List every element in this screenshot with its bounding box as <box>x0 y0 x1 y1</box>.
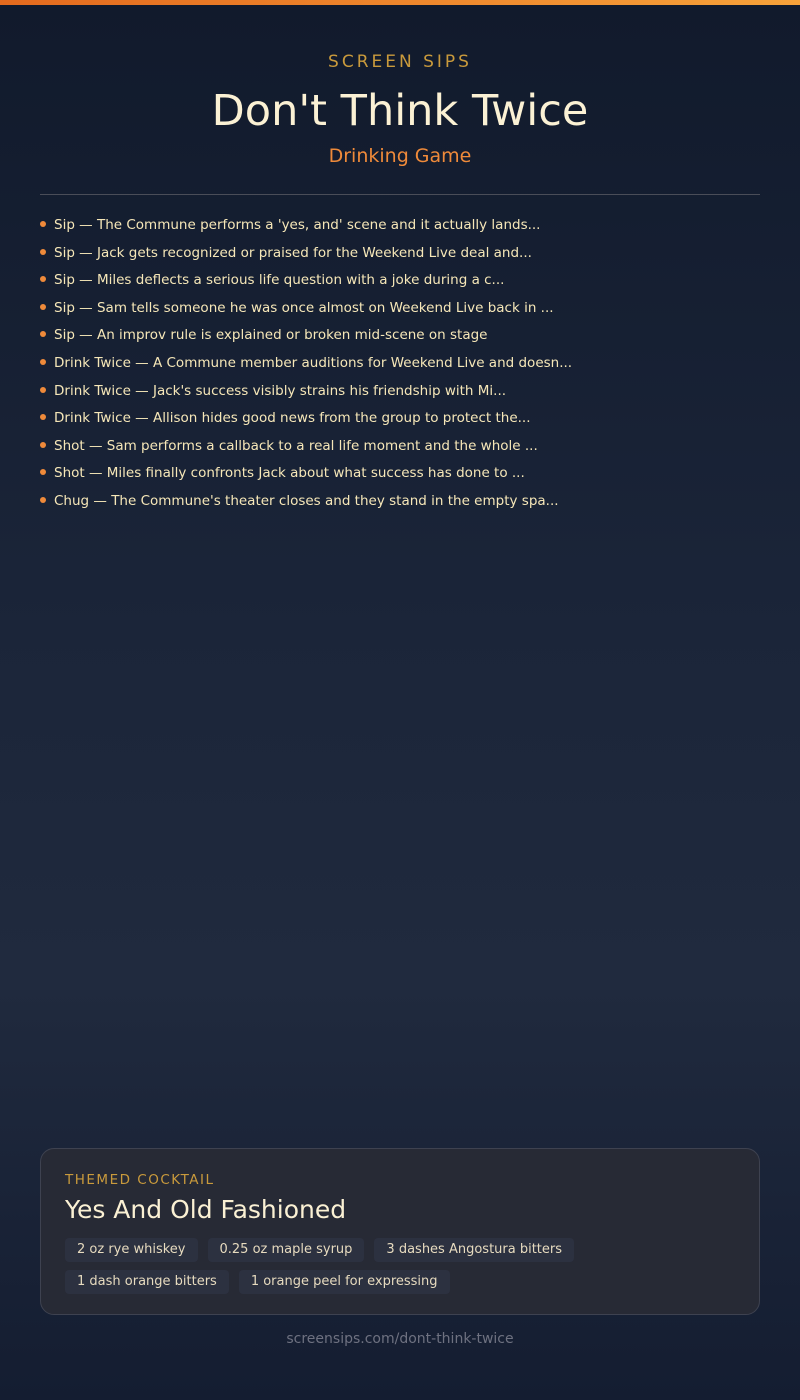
ingredient-chip: 1 orange peel for expressing <box>239 1270 450 1294</box>
footer-url: screensips.com/dont-think-twice <box>286 1331 514 1347</box>
rule-item <box>40 436 760 464</box>
ingredient-chip: 3 dashes Angostura bitters <box>374 1238 574 1262</box>
ingredient-chip: 1 dash orange bitters <box>65 1270 229 1294</box>
bullet-icon <box>40 359 46 365</box>
cocktail-label: THEMED COCKTAIL <box>65 1172 215 1188</box>
rule-item <box>40 408 760 436</box>
top-accent-bar <box>0 0 800 5</box>
ingredient-chip: 2 oz rye whiskey <box>65 1238 198 1262</box>
ingredient-chip: 0.25 oz maple syrup <box>208 1238 365 1262</box>
bullet-icon <box>40 497 46 503</box>
rules-list <box>40 215 760 519</box>
rule-item <box>40 381 760 409</box>
bullet-icon <box>40 276 46 282</box>
rule-item <box>40 491 760 519</box>
bullet-icon <box>40 249 46 255</box>
brand-label: SCREEN SIPS <box>328 52 472 72</box>
rule-item <box>40 270 760 298</box>
rule-text: Shot — Sam performs a callback to a real life moment and the whole ... <box>54 437 538 454</box>
rule-text: Sip — Miles deflects a serious life question with a joke during a c... <box>54 272 505 289</box>
header-divider <box>40 194 760 195</box>
rule-text: Sip — Sam tells someone he was once almost on Weekend Live back in ... <box>54 299 554 316</box>
page-title: Don't Think Twice <box>211 86 589 136</box>
rule-text: Shot — Miles finally confronts Jack about what success has done to ... <box>54 465 525 482</box>
rule-text: Chug — The Commune's theater closes and they stand in the empty spa... <box>54 492 559 509</box>
bullet-icon <box>40 304 46 310</box>
rule-text: Sip — Jack gets recognized or praised for the Weekend Live deal and... <box>54 244 532 261</box>
rule-item <box>40 215 760 243</box>
rule-text: Drink Twice — A Commune member auditions for Weekend Live and doesn... <box>54 354 573 371</box>
rule-text: Drink Twice — Jack's success visibly strains his friendship with Mi... <box>54 382 507 399</box>
rule-item <box>40 463 760 491</box>
rule-item <box>40 298 760 326</box>
rule-item <box>40 243 760 271</box>
rule-item <box>40 353 760 381</box>
ingredient-list <box>65 1238 745 1294</box>
bullet-icon <box>40 469 46 475</box>
cocktail-name: Yes And Old Fashioned <box>65 1195 347 1224</box>
cocktail-card <box>40 1148 760 1315</box>
rule-text: Sip — An improv rule is explained or broken mid-scene on stage <box>54 327 488 344</box>
bullet-icon <box>40 442 46 448</box>
bullet-icon <box>40 387 46 393</box>
rule-item <box>40 325 760 353</box>
bullet-icon <box>40 221 46 227</box>
rule-text: Drink Twice — Allison hides good news from the group to protect the... <box>54 410 531 427</box>
rule-text: Sip — The Commune performs a 'yes, and' scene and it actually lands... <box>54 217 541 233</box>
page-subtitle: Drinking Game <box>328 145 472 167</box>
bullet-icon <box>40 414 46 420</box>
bullet-icon <box>40 331 46 337</box>
